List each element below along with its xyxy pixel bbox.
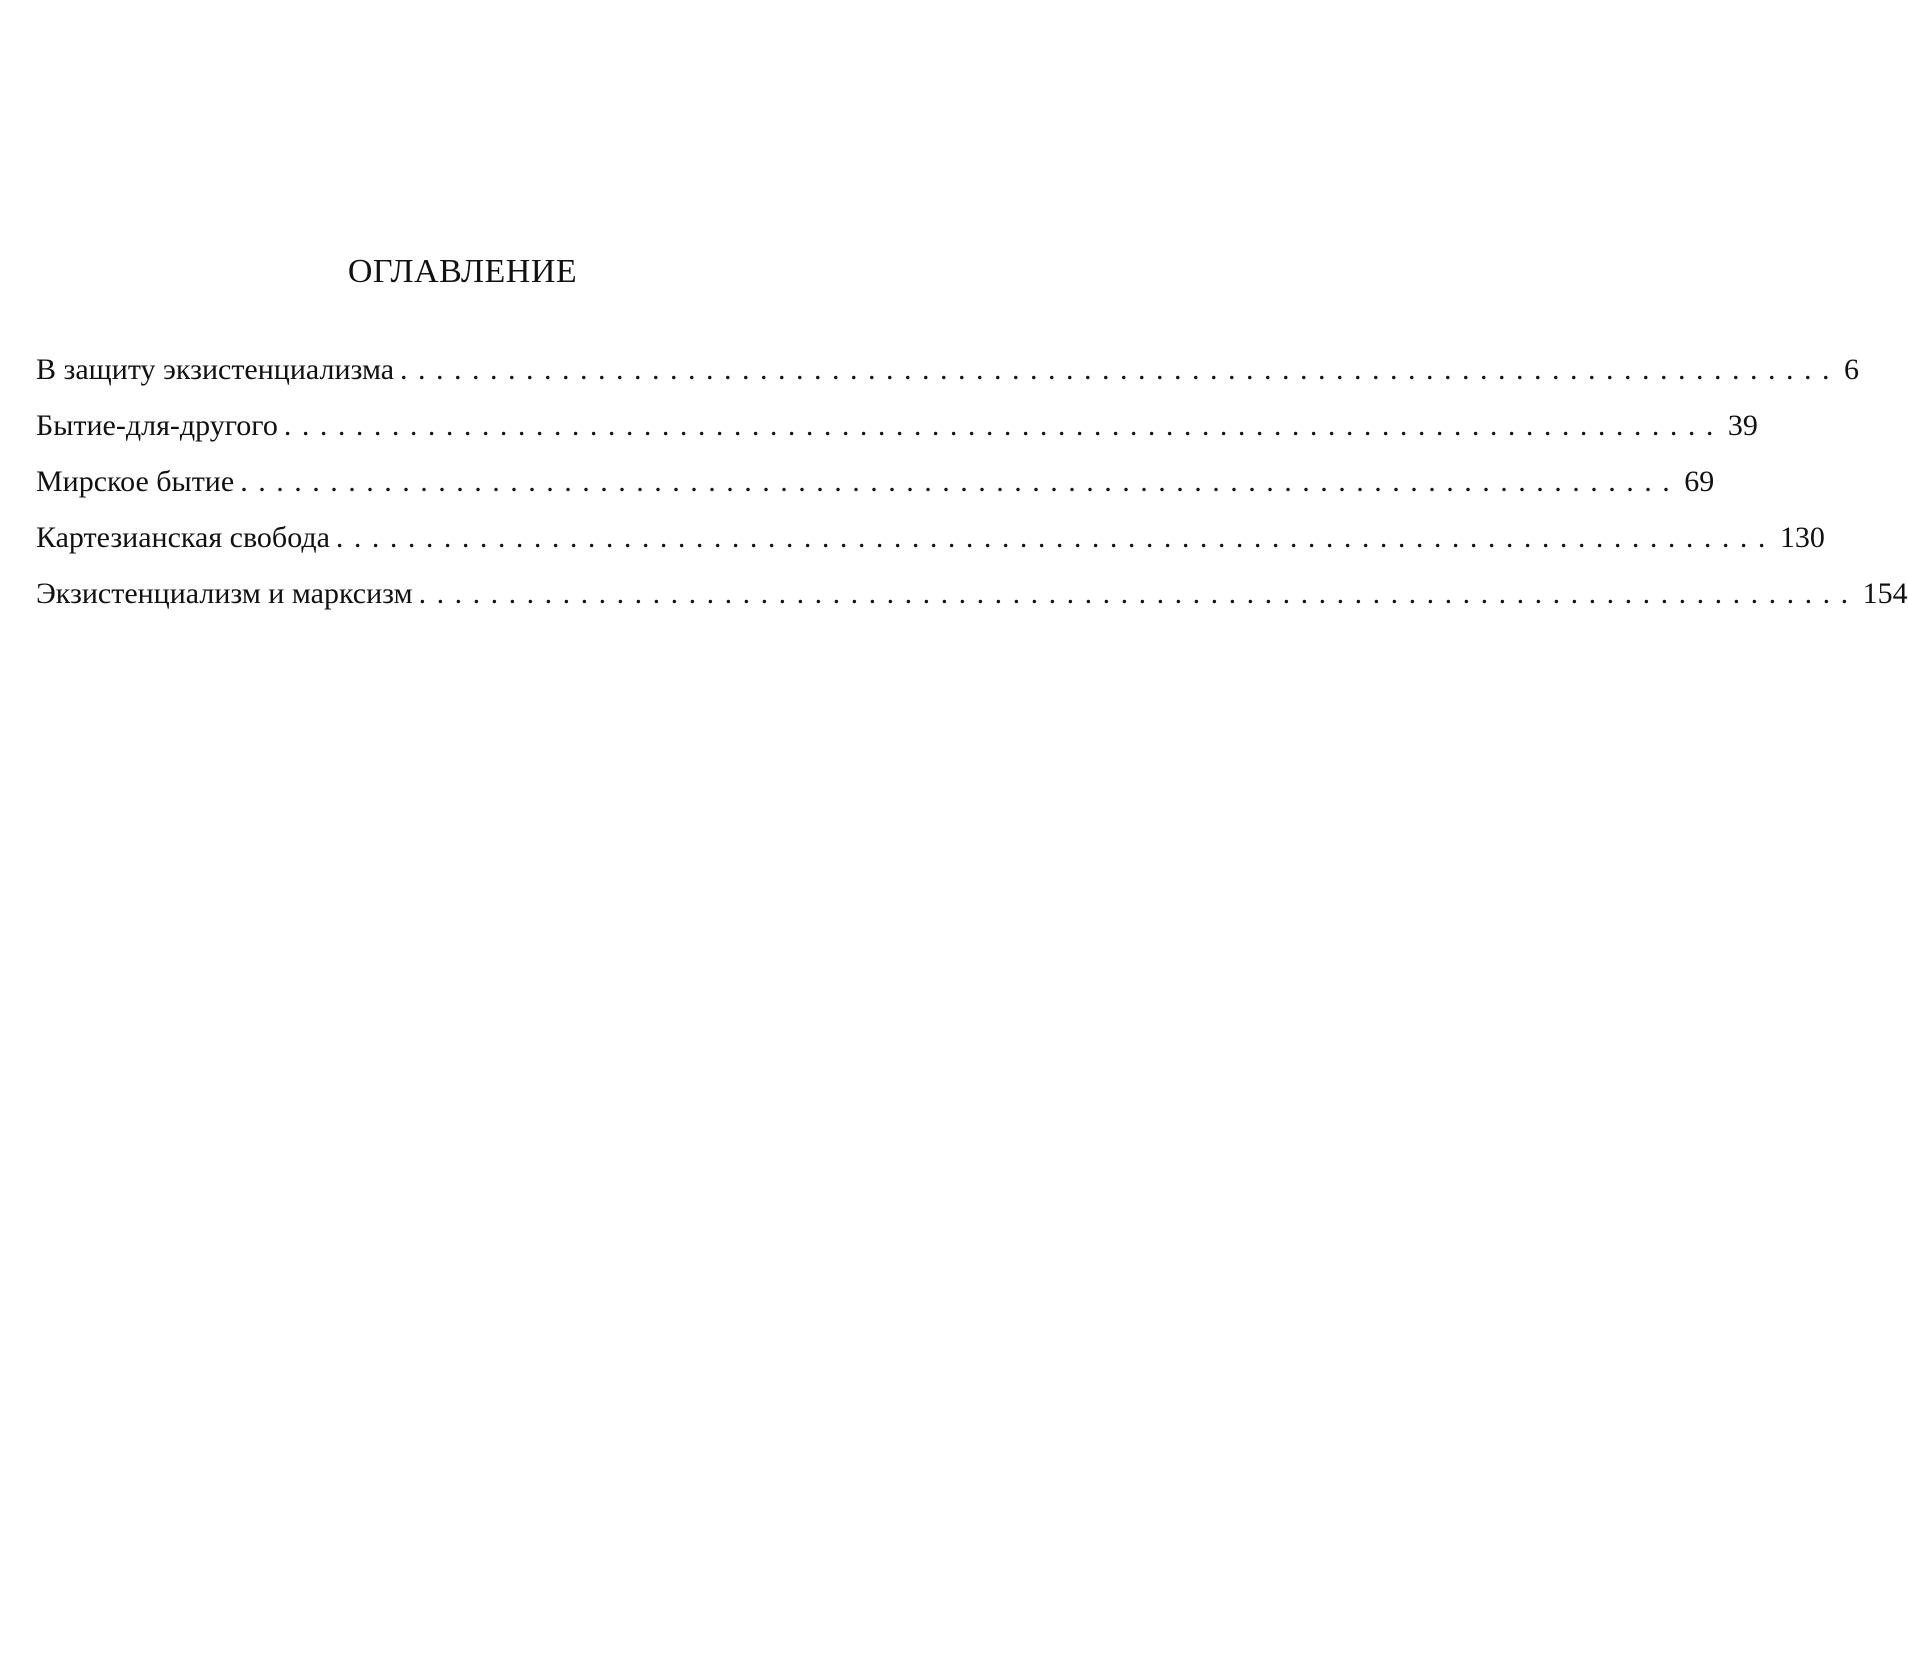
toc-page-number: 154 <box>1862 577 1908 610</box>
toc-page-number: 6 <box>1844 353 1860 386</box>
toc-entry-title: Мирское бытие <box>36 465 235 498</box>
toc-dot-leader: ................................................................................ <box>335 521 1776 554</box>
toc-entry <box>36 352 1860 408</box>
toc-entry <box>36 520 1825 576</box>
toc-entry <box>36 576 1908 632</box>
toc-list <box>36 352 1908 632</box>
toc-entry-title: В защиту экзистенциализма <box>36 353 395 386</box>
toc-entry <box>36 408 1758 464</box>
toc-heading: ОГЛАВЛЕНИЕ <box>347 253 578 290</box>
toc-entry-title: Бытие-для-другого <box>36 409 278 442</box>
toc-entry-title: Картезианская свобода <box>36 521 330 554</box>
toc-page-number: 130 <box>1779 521 1825 554</box>
toc-dot-leader: ................................................................................ <box>418 577 1859 610</box>
toc-dot-leader: ................................................................................ <box>283 409 1724 442</box>
toc-page-number: 39 <box>1727 409 1758 442</box>
toc-page-number: 69 <box>1684 465 1715 498</box>
toc-entry-title: Экзистенциализм и марксизм <box>36 577 413 610</box>
toc-dot-leader: ................................................................................ <box>400 353 1841 386</box>
toc-dot-leader: ................................................................................ <box>240 465 1681 498</box>
toc-entry <box>36 464 1715 520</box>
